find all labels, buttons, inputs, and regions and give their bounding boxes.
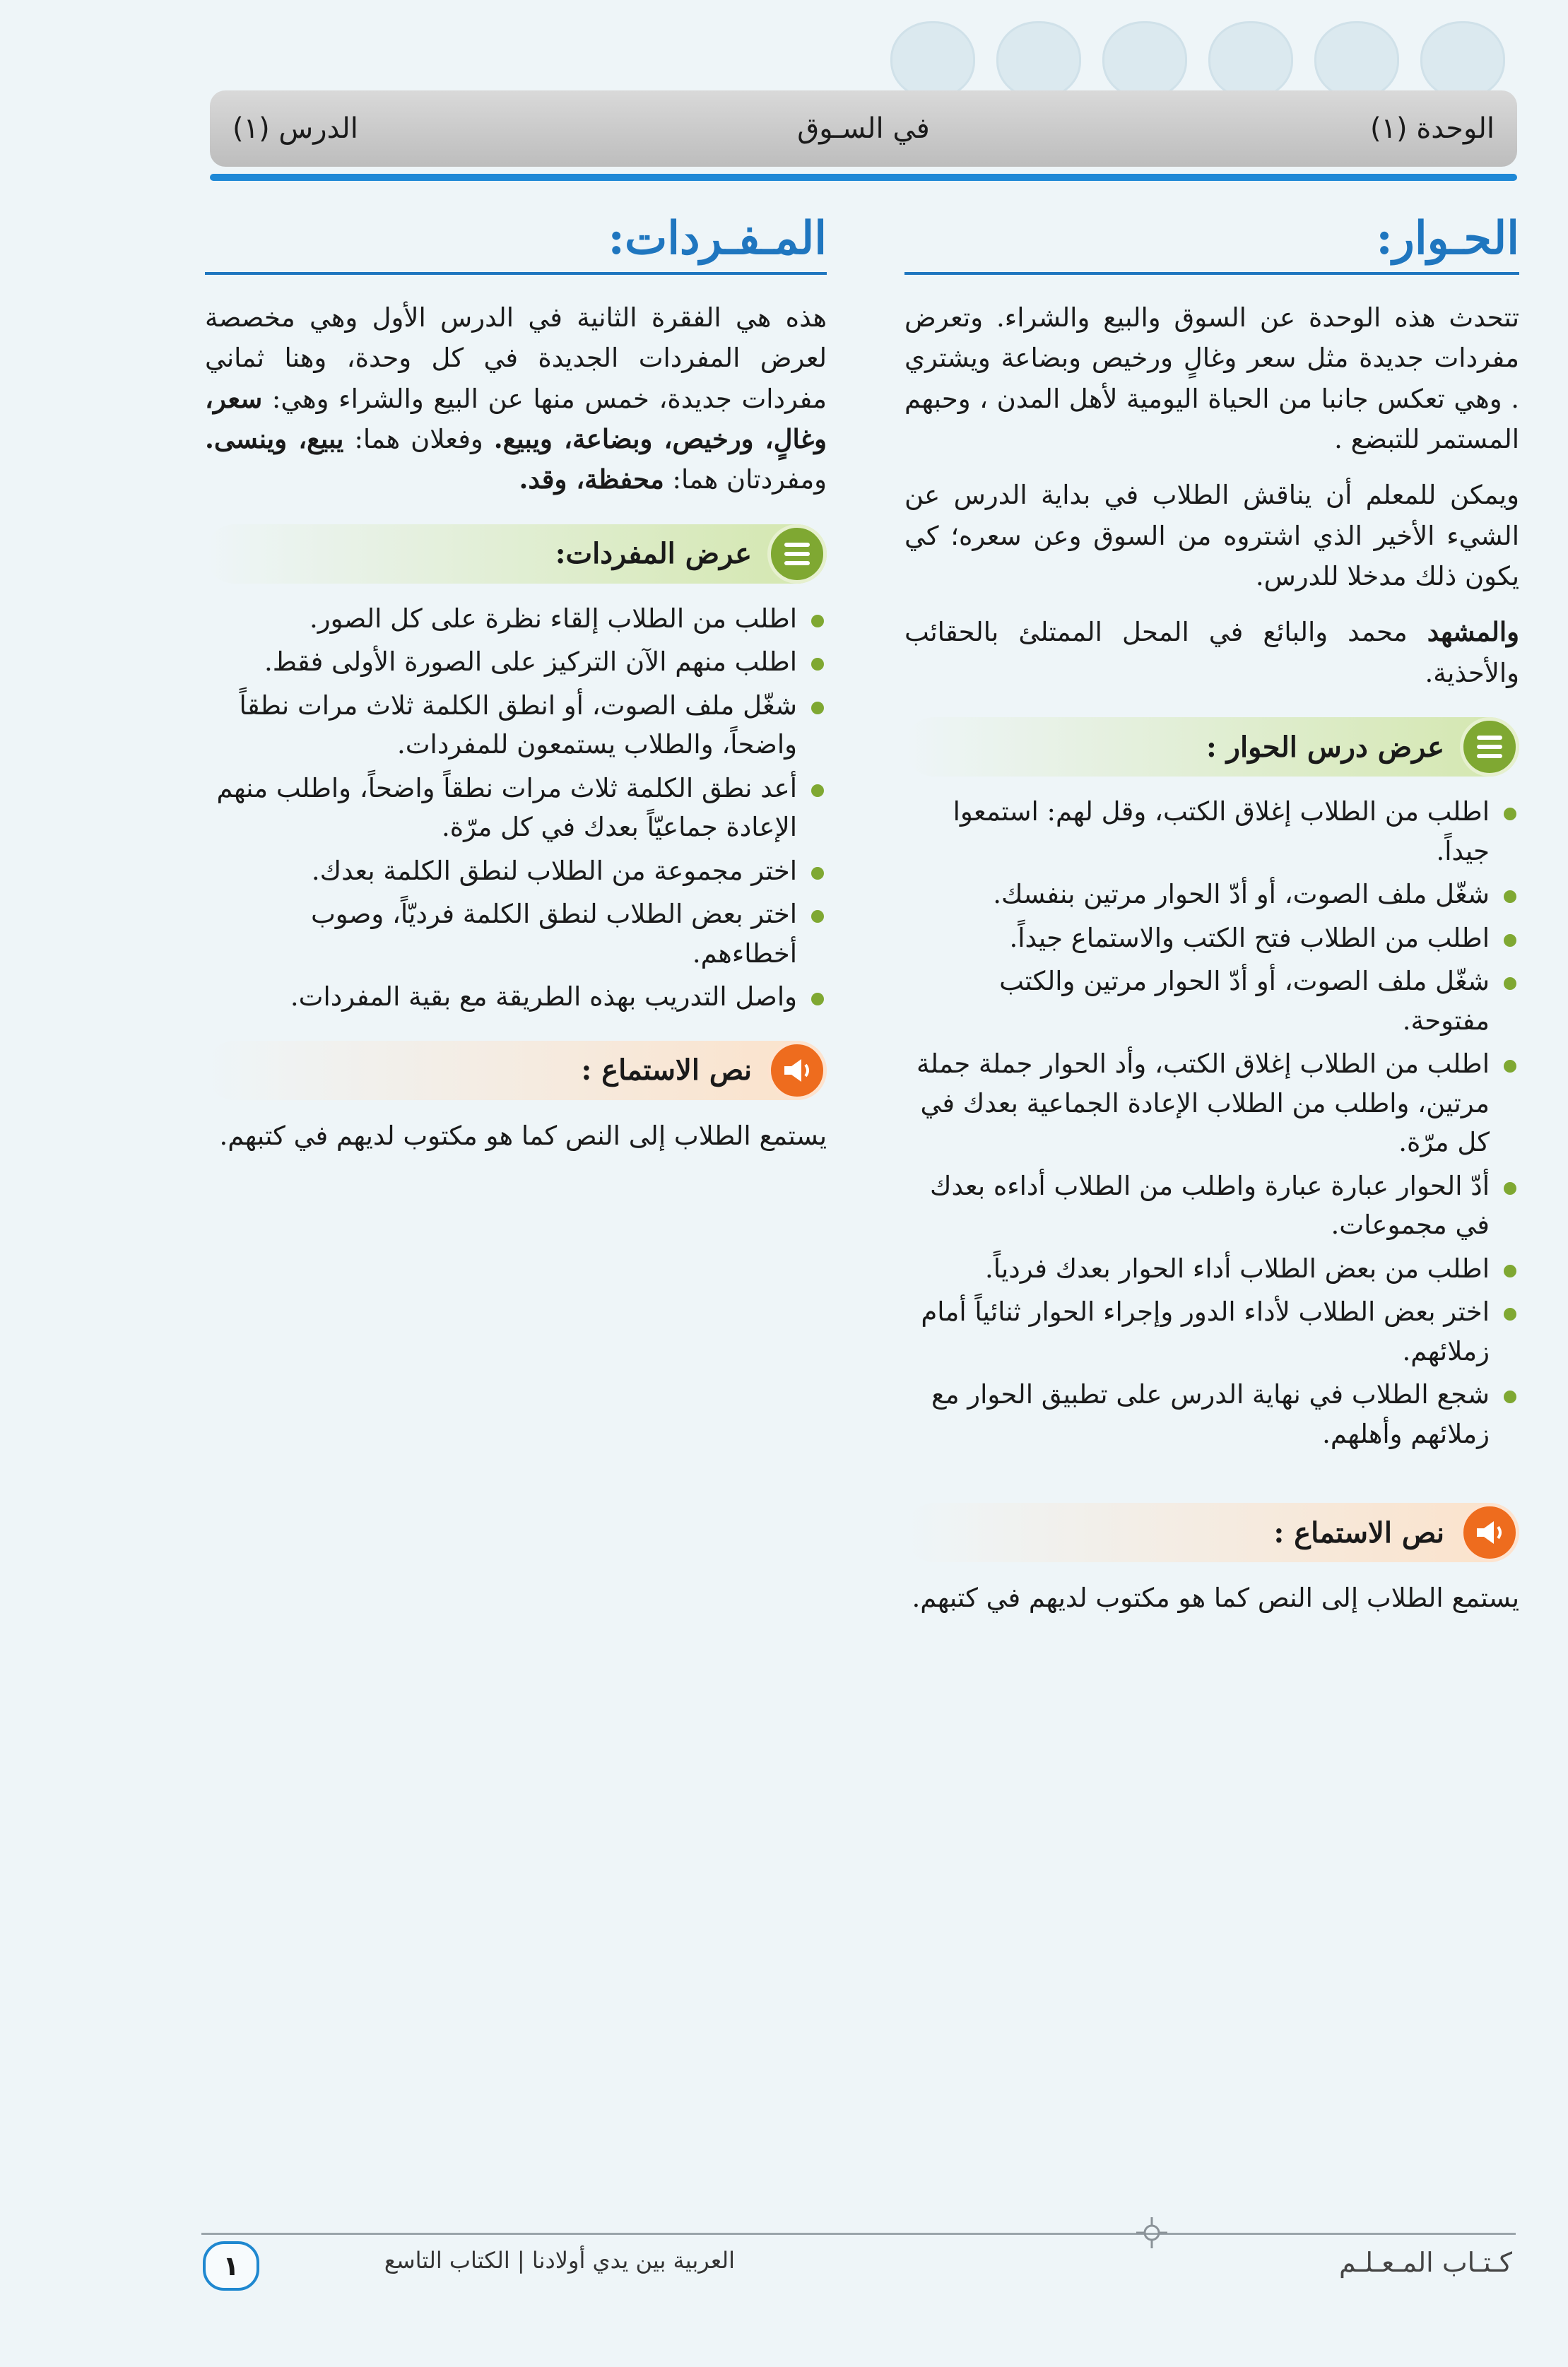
list-item: اختر بعض الطلاب لأداء الدور وإجراء الحوار ثنائياً أمام زملائهم. <box>904 1292 1519 1371</box>
speaker-icon <box>767 1041 827 1100</box>
vocab-presentation-header <box>205 524 827 584</box>
dialogue-column <box>904 212 1519 1634</box>
list-item: شغّل ملف الصوت، أو انطق الكلمة ثلاث مرات نطقاً واضحاً، والطلاب يستمعون للمفردات. <box>205 686 827 765</box>
dialogue-intro: تتحدث هذه الوحدة عن السوق والبيع والشراء. وتعرض مفردات جديدة مثل سعر وغالٍ ورخيص وبضاعة ويشتري . وهي تعكس جانبا من الحياة اليومية لأهل المدن ، وحبهم المستمر للتبضع . <box>904 302 1519 455</box>
vocab-presentation-title: عرض المفردات: <box>555 537 752 571</box>
header-divider <box>210 174 1517 181</box>
vocab-words-3: محفظة، وقد. <box>519 464 664 495</box>
vocab-listening-text: يستمع الطلاب إلى النص كما هو مكتوب لديهم في كتبهم. <box>219 1120 827 1151</box>
vocab-words-1: سعر، وغالٍ، ورخيص، وبضاعة، ويبيع. <box>205 382 827 455</box>
dialogue-teacher-note: ويمكن للمعلم أن يناقش الطلاب في بداية الدرس عن الشيء الأخير الذي اشتروه من السوق وعن سعره؛ كي يكون ذلك مدخلا للدرس. <box>904 480 1519 592</box>
list-item: اطلب من الطلاب فتح الكتب والاستماع جيداً. <box>904 919 1519 958</box>
ornament-icon <box>1131 2212 1173 2254</box>
topic-label: في السـوق <box>797 112 930 145</box>
list-item: اطلب من الطلاب إغلاق الكتب، وأد الحوار جملة جملة مرتين، واطلب من الطلاب الإعادة الجماعية بعدك في كل مرّة. <box>904 1044 1519 1162</box>
unit-label: الوحدة (١) <box>1369 112 1495 145</box>
list-item: شجع الطلاب في نهاية الدرس على تطبيق الحوار مع زملائهم وأهلهم. <box>904 1375 1519 1453</box>
dialogue-presentation-header <box>904 717 1519 777</box>
vocab-steps <box>205 599 827 1017</box>
vocab-title: المـفـردات: <box>205 212 827 275</box>
list-item: اطلب من الطلاب إلقاء نظرة على كل الصور. <box>205 599 827 639</box>
dialogue-steps <box>904 792 1519 1453</box>
list-icon <box>1460 717 1519 777</box>
list-item: أعد نطق الكلمة ثلاث مرات نطقاً واضحاً، واطلب منهم الإعادة جماعيّاً بعدك في كل مرّة. <box>205 769 827 847</box>
vocab-listening-header <box>205 1041 827 1100</box>
list-item: اختر مجموعة من الطلاب لنطق الكلمة بعدك. <box>205 851 827 891</box>
dialogue-scene <box>904 612 1519 693</box>
lesson-label: الدرس (١) <box>232 112 358 145</box>
dialogue-presentation-title: عرض درس الحوار : <box>1206 730 1444 764</box>
speaker-icon <box>1460 1503 1519 1562</box>
list-item: اطلب منهم الآن التركيز على الصورة الأولى فقط. <box>205 642 827 682</box>
list-item: شغّل ملف الصوت، أو أدّ الحوار مرتين والكتب مفتوحة. <box>904 962 1519 1040</box>
list-item: شغّل ملف الصوت، أو أدّ الحوار مرتين بنفسك. <box>904 875 1519 914</box>
scene-bold: والمشهد <box>1427 616 1519 648</box>
list-item: اختر بعض الطلاب لنطق الكلمة فرديّاً، وصوب أخطاءهم. <box>205 895 827 973</box>
footer-divider <box>201 2233 1516 2235</box>
dialogue-listening-title: نص الاستماع : <box>1273 1516 1444 1550</box>
vocab-column <box>205 212 827 1171</box>
scene-text: محمد والبائع في المحل الممتلئ بالحقائب والأحذية. <box>904 617 1519 688</box>
page-number: ١ <box>203 2241 259 2291</box>
teacher-book-label: كـتـاب المـعـلـم <box>1339 2247 1512 2278</box>
list-item: أدّ الحوار عبارة عبارة واطلب من الطلاب أداءه بعدك في مجموعات. <box>904 1167 1519 1245</box>
vocab-words-2: يبيع، وينسى. <box>205 423 344 455</box>
list-item: واصل التدريب بهذه الطريقة مع بقية المفردات. <box>205 977 827 1017</box>
dialogue-listening-header <box>904 1503 1519 1562</box>
list-item: اطلب من بعض الطلاب أداء الحوار بعدك فردياً. <box>904 1249 1519 1289</box>
dialogue-title: الحـوار: <box>904 212 1519 275</box>
header-decoration <box>890 21 1526 99</box>
dialogue-listening-text: يستمع الطلاب إلى النص كما هو مكتوب لديهم في كتبهم. <box>912 1583 1519 1614</box>
list-icon <box>767 524 827 584</box>
vocab-intro: هذه هي الفقرة الثانية في الدرس الأول وهي مخصصة لعرض المفردات الجديدة في كل وحدة، وهنا ثماني مفردات جديدة، خمس منها عن البيع والشراء وهي: سعر، وغالٍ، ورخيص، وبضاعة، ويبيع. وفعلان هما: يبيع، وينسى. ومفردتان هما: محفظة، وقد. <box>205 302 827 495</box>
page-header <box>210 90 1517 167</box>
book-title: العربية بين يدي أولادنا | الكتاب التاسع <box>384 2247 735 2274</box>
list-item: اطلب من الطلاب إغلاق الكتب، وقل لهم: استمعوا جيداً. <box>904 792 1519 870</box>
vocab-listening-title: نص الاستماع : <box>581 1053 752 1087</box>
